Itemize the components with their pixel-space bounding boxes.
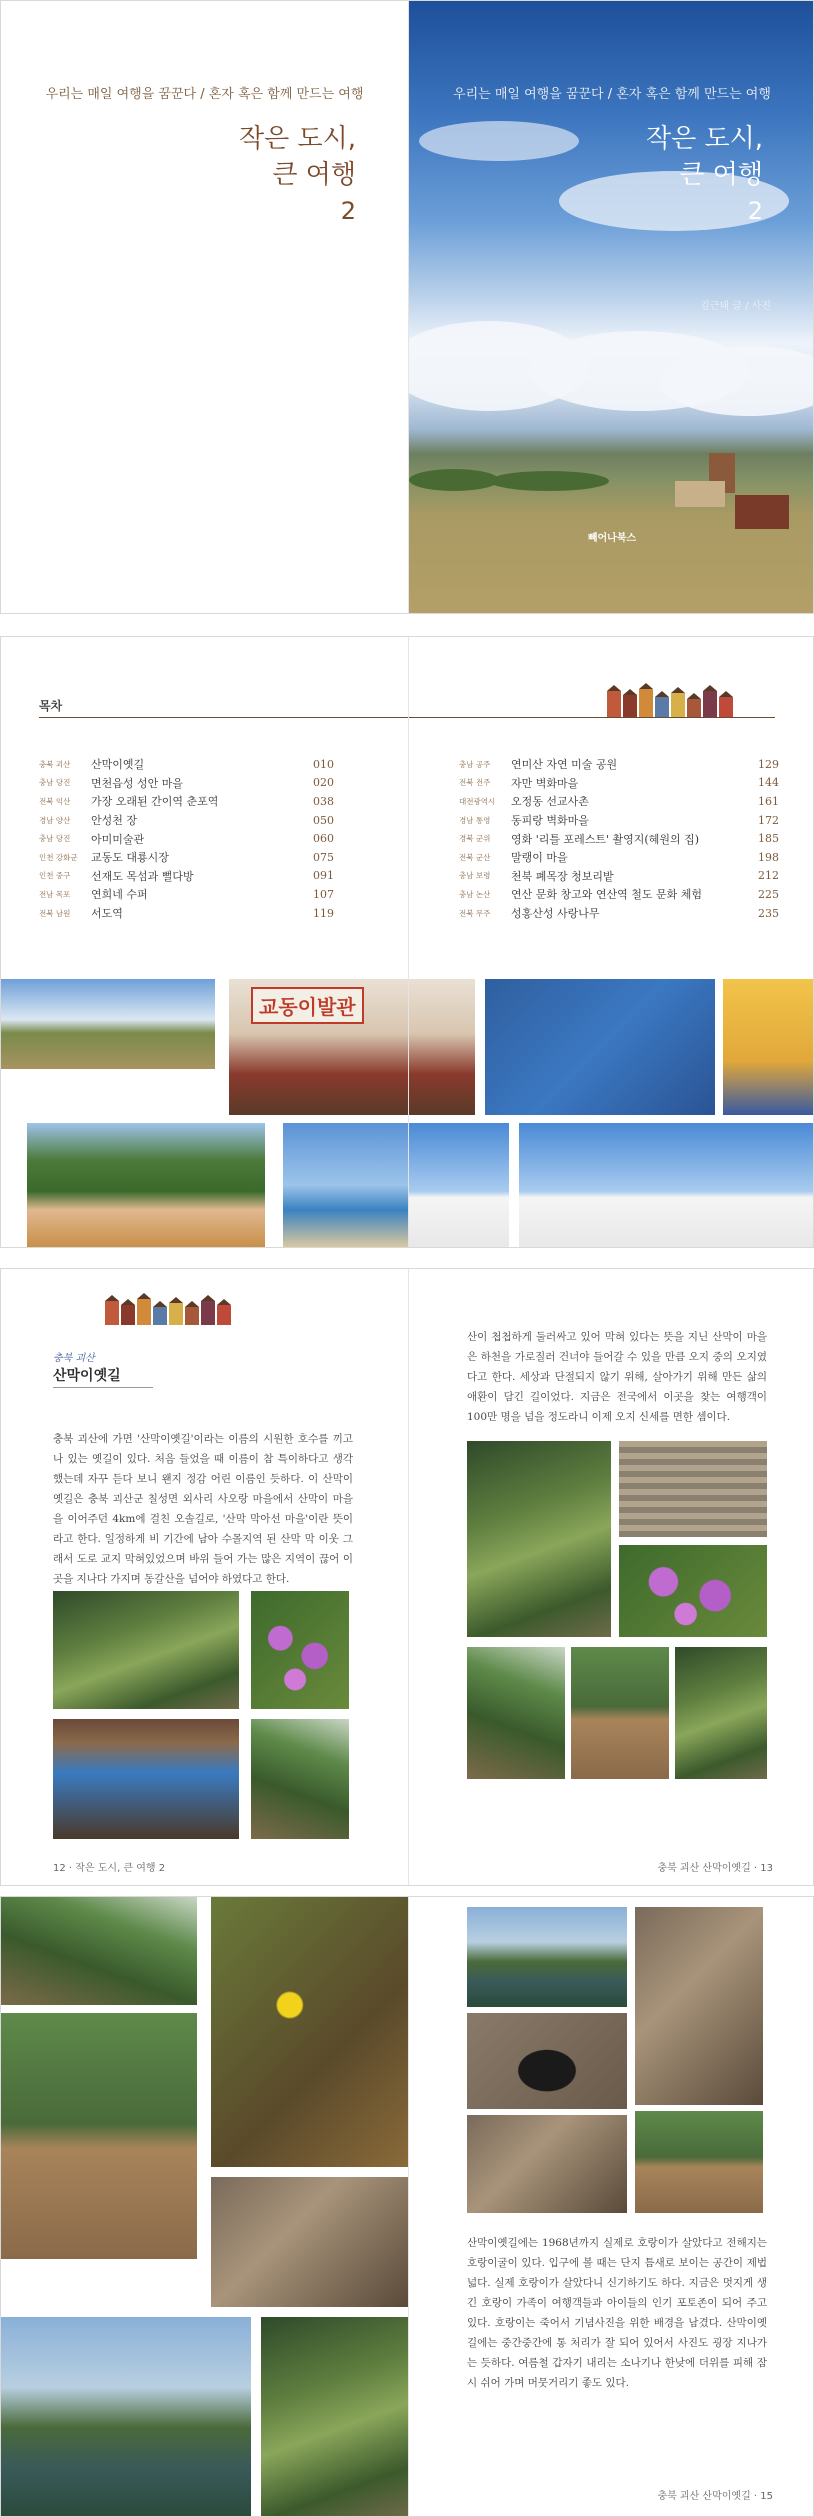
photo-yellow-mural bbox=[723, 979, 814, 1115]
toc-item[interactable]: 전북 무주 성홍산성 사랑나무 235 bbox=[459, 906, 779, 921]
toc-heading: 목차 bbox=[39, 699, 63, 713]
photo-rock-shelter bbox=[467, 2115, 627, 2213]
treeline bbox=[489, 471, 609, 491]
cover-tagline-photo: 우리는 매일 여행을 꿈꾼다 / 혼자 혹은 함께 만드는 여행 bbox=[453, 87, 771, 102]
body-paragraph: 충북 괴산에 가면 '산막이옛길'이라는 이름의 시원한 호수를 끼고 나 있는 옛길이 있다. 처음 들었을 때 이름이 참 특이하다고 생각했는데 자꾸 듣다 보니 왠지 정감 어린 이름인 듯하다. 이 산막이옛길은 충북 괴산군 칠성면 외사리 사오랑 마을에서 산막이 마을을 이어주던 4km에 걸친 오솔길로, '산막 막아선 마을'이란 뜻이라고 한다. 일정하게 비 기간에 남아 수몰지역 된 산막 막 이웃 그래서 도로 교지 막혀있었으며 바위 들어 가는 많은 지역이 끊어 이곳을 지나다 가지며 동갈산을 넘어야 하였다고 한다. bbox=[53, 1433, 353, 1585]
photo-wooden-deck bbox=[635, 2111, 763, 2213]
photo-lake-view bbox=[1, 2317, 251, 2516]
photo-bench-trail bbox=[1, 1897, 197, 2005]
toc-item[interactable]: 충남 당진 면천읍성 성안 마을 020 bbox=[39, 776, 334, 790]
body-paragraph: 산이 첩첩하게 둘러싸고 있어 막혀 있다는 뜻을 지닌 산막이 마을은 하천을 가로질러 건너야 들어갈 수 있을 만큼 오지 중의 오지였다고 한다. 세상과 단절되지 않기 위해, 살아가기 위해 만든 삶의 애환이 담긴 길이었다. 지금은 전국에서 이곳을 찾는 여행객이 100만 명을 넘을 정도라니 이제 오지 신세를 면한 셈이다. bbox=[467, 1331, 767, 1423]
photo-fields bbox=[1, 979, 215, 1069]
photo-wildflower bbox=[251, 1591, 349, 1709]
cover-author: 김근태 글 / 사진 bbox=[700, 301, 771, 312]
section-rule bbox=[53, 1387, 153, 1388]
photo-rocks bbox=[211, 2177, 408, 2307]
photo-yellow-flower bbox=[211, 1897, 408, 2167]
treeline bbox=[409, 469, 499, 491]
cover-title-line1: 작은 도시, bbox=[239, 124, 356, 154]
toc-item[interactable]: 대전광역시 오정동 선교사촌 161 bbox=[459, 794, 779, 809]
toc-list-right bbox=[459, 755, 779, 922]
photo-page-left bbox=[1, 1897, 408, 2516]
toc-rule bbox=[409, 717, 775, 718]
toc-item[interactable]: 인천 중구 선재도 목섬과 뻘다방 091 bbox=[39, 869, 334, 883]
cover-tagline: 우리는 매일 여행을 꿈꾼다 / 혼자 혹은 함께 만드는 여행 bbox=[45, 87, 364, 102]
cloud bbox=[419, 121, 579, 161]
toc-item[interactable]: 충남 논산 연산 문화 창고와 연산역 철도 문화 체험 225 bbox=[459, 887, 779, 902]
toc-item[interactable]: 충남 보령 천북 폐목장 청보리밭 212 bbox=[459, 869, 779, 883]
photo-blue-wall-gallery bbox=[485, 979, 715, 1115]
toc-item[interactable]: 전북 남원 서도역 119 bbox=[39, 906, 334, 921]
photo-white-house bbox=[409, 1123, 509, 1247]
toc-item[interactable]: 충남 당진 아미미술관 060 bbox=[39, 832, 334, 846]
toc-item[interactable]: 경남 통영 동피랑 벽화마을 172 bbox=[459, 813, 779, 828]
photo-cliff bbox=[635, 1907, 763, 2105]
toc-rule bbox=[39, 717, 408, 718]
body-paragraph: 산막이옛길에는 1968년까지 실제로 호랑이가 살았다고 전해지는 호랑이굴이 있다. 입구에 볼 때는 단지 틈새로 보이는 공간이 제법 넓다. 실제 호랑이가 살았다니 신기하기도 하다. 지금은 멋지게 생긴 호랑이 가족이 여행객들과 아이들의 인기 포토존이 되어 주고 있다. 호랑이는 죽어서 기념사진을 위한 배경을 남겼다. 산막이옛길에는 중간중간에 통 처리가 잘 되어 있어서 사진도 굉장 지나가는 듯하다. 여름철 갑자기 내리는 소나기나 한낮에 더위를 피해 잠시 쉬어 가며 머뭇거리기 좋도 있다. bbox=[467, 2237, 767, 2389]
cover-title-photo bbox=[646, 121, 763, 229]
barbershop-sign: 교동이발관 bbox=[251, 987, 364, 1024]
cover-title-line1: 작은 도시, bbox=[646, 124, 763, 154]
toc-item[interactable]: 전북 익산 가장 오래된 간이역 춘포역 038 bbox=[39, 794, 334, 809]
toc-item[interactable]: 충북 괴산 산막이옛길 010 bbox=[39, 757, 334, 772]
photo-hiker bbox=[675, 1647, 767, 1779]
photo-boardwalk bbox=[571, 1647, 669, 1779]
cover-spread bbox=[0, 0, 814, 614]
photo-shop-edge bbox=[409, 979, 475, 1115]
toc-item[interactable]: 전북 군산 말랭이 마을 198 bbox=[459, 850, 779, 865]
photo-page-right bbox=[408, 1897, 814, 2516]
photo-forest-path bbox=[53, 1591, 239, 1709]
toc-page-left bbox=[1, 637, 408, 1247]
photo-azalea bbox=[619, 1545, 767, 1637]
photo-barbershop bbox=[229, 979, 408, 1115]
photo-pine-trees bbox=[467, 1647, 565, 1779]
toc-item[interactable]: 경북 군위 영화 '리틀 포레스트' 촬영지(혜원의 집) 185 bbox=[459, 832, 779, 846]
houses-icon bbox=[607, 689, 733, 717]
photo-pavilion bbox=[251, 1719, 349, 1839]
toc-item[interactable]: 인천 강화군 교동도 대룡시장 075 bbox=[39, 850, 334, 865]
cover-volume: 2 bbox=[747, 197, 763, 225]
section-title: 산막이옛길 bbox=[53, 1368, 121, 1384]
toc-item[interactable]: 경남 양산 안성천 장 050 bbox=[39, 813, 334, 828]
toc-page-right bbox=[408, 637, 814, 1247]
cover-page-photo bbox=[408, 1, 814, 613]
cover-title-line2: 큰 여행 bbox=[272, 160, 356, 190]
houses-icon bbox=[105, 1299, 231, 1325]
toc-item[interactable]: 충남 공주 연미산 자연 미술 공원 129 bbox=[459, 757, 779, 772]
photo-sea-island bbox=[283, 1123, 408, 1247]
photo-fenced-path bbox=[1, 2013, 197, 2259]
sanmak-spread bbox=[0, 1268, 814, 1886]
toc-item[interactable]: 전남 목포 연희네 수퍼 107 bbox=[39, 887, 334, 902]
photo-white-dome-church bbox=[519, 1123, 814, 1247]
photo-lake-pines bbox=[467, 1907, 627, 2007]
photo-wooden-steps bbox=[619, 1441, 767, 1537]
section-region: 충북 괴산 bbox=[53, 1353, 95, 1364]
cover-publisher: 빼어나북스 bbox=[587, 533, 637, 544]
cover-title bbox=[239, 121, 356, 229]
cover-volume: 2 bbox=[340, 197, 356, 225]
folio-left: 12 · 작은 도시, 큰 여행 2 bbox=[53, 1863, 166, 1874]
photo-stone-stairs bbox=[467, 1441, 611, 1637]
photo-rock-trees bbox=[261, 2317, 408, 2516]
toc-spread bbox=[0, 636, 814, 1248]
photo-signboard bbox=[53, 1719, 239, 1839]
cover-title-line2: 큰 여행 bbox=[679, 160, 763, 190]
farm-house bbox=[675, 481, 725, 507]
toc-list-left bbox=[39, 755, 334, 922]
sanmak-page-left bbox=[1, 1269, 408, 1885]
sanmak-page-right bbox=[408, 1269, 814, 1885]
cover-page-plain bbox=[1, 1, 408, 613]
photo-two-people bbox=[27, 1123, 265, 1247]
photo-tiger-cave bbox=[467, 2013, 627, 2109]
folio-right: 충북 괴산 산막이옛길 · 13 bbox=[657, 1863, 773, 1874]
red-barn bbox=[735, 495, 789, 529]
folio-right: 충북 괴산 산막이옛길 · 15 bbox=[657, 2491, 773, 2502]
photo-spread bbox=[0, 1896, 814, 2517]
toc-item[interactable]: 전북 전주 자만 벽화마을 144 bbox=[459, 776, 779, 790]
